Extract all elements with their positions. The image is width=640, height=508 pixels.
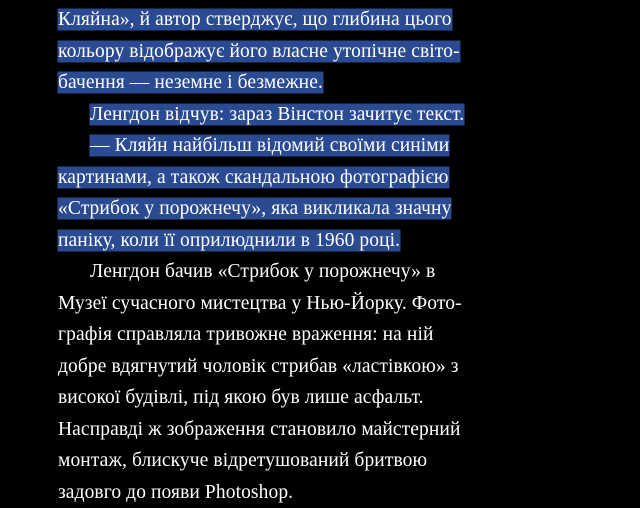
selected-text-line[interactable]: картинами, а також скандальною фотографією	[58, 166, 449, 188]
text-line: Музеї сучасного мистецтва у Нью-Йорку. Фото-	[58, 292, 462, 314]
paragraph-1[interactable]	[58, 4, 582, 99]
selected-text-line[interactable]: бачення — неземне і безмежне.	[58, 72, 323, 93]
selected-text-line[interactable]: — Кляйн найбільш відомий своїми синіми	[90, 135, 450, 156]
selected-text-line[interactable]: «Стрибок у порожнечу», яка викликала значну	[58, 198, 452, 219]
document-text-body[interactable]	[58, 4, 582, 508]
text-line: графія справляла тривожне враження: на ній	[58, 324, 434, 345]
paragraph-4[interactable]	[58, 256, 582, 508]
paragraph-2[interactable]	[58, 99, 582, 131]
selected-text-line[interactable]: Ленгдон відчув: зараз Вінстон зачитує текст.	[90, 103, 465, 125]
text-line: монтаж, блискуче відретушований бритвою	[58, 450, 428, 471]
text-line: добре вдягнутий чоловік стрибав «ластівкою» з	[58, 355, 459, 377]
selected-text-line[interactable]: Кляйна», й автор стверджує, що глибина цього	[58, 9, 452, 30]
paragraph-3[interactable]	[58, 130, 582, 256]
text-line: задовго до появи Photoshop.	[58, 481, 294, 503]
text-line: високої будівлі, під якою був лише асфальт.	[58, 387, 424, 408]
text-line: Ленгдон бачив «Стрибок у порожнечу» в	[90, 261, 436, 282]
selected-text-line[interactable]: паніку, коли її оприлюднили в 1960 році.	[58, 229, 401, 251]
text-line: Насправді ж зображення становило майстерний	[58, 418, 461, 440]
selected-text-line[interactable]: кольору відображує його власне утопічне світо-	[58, 40, 460, 62]
